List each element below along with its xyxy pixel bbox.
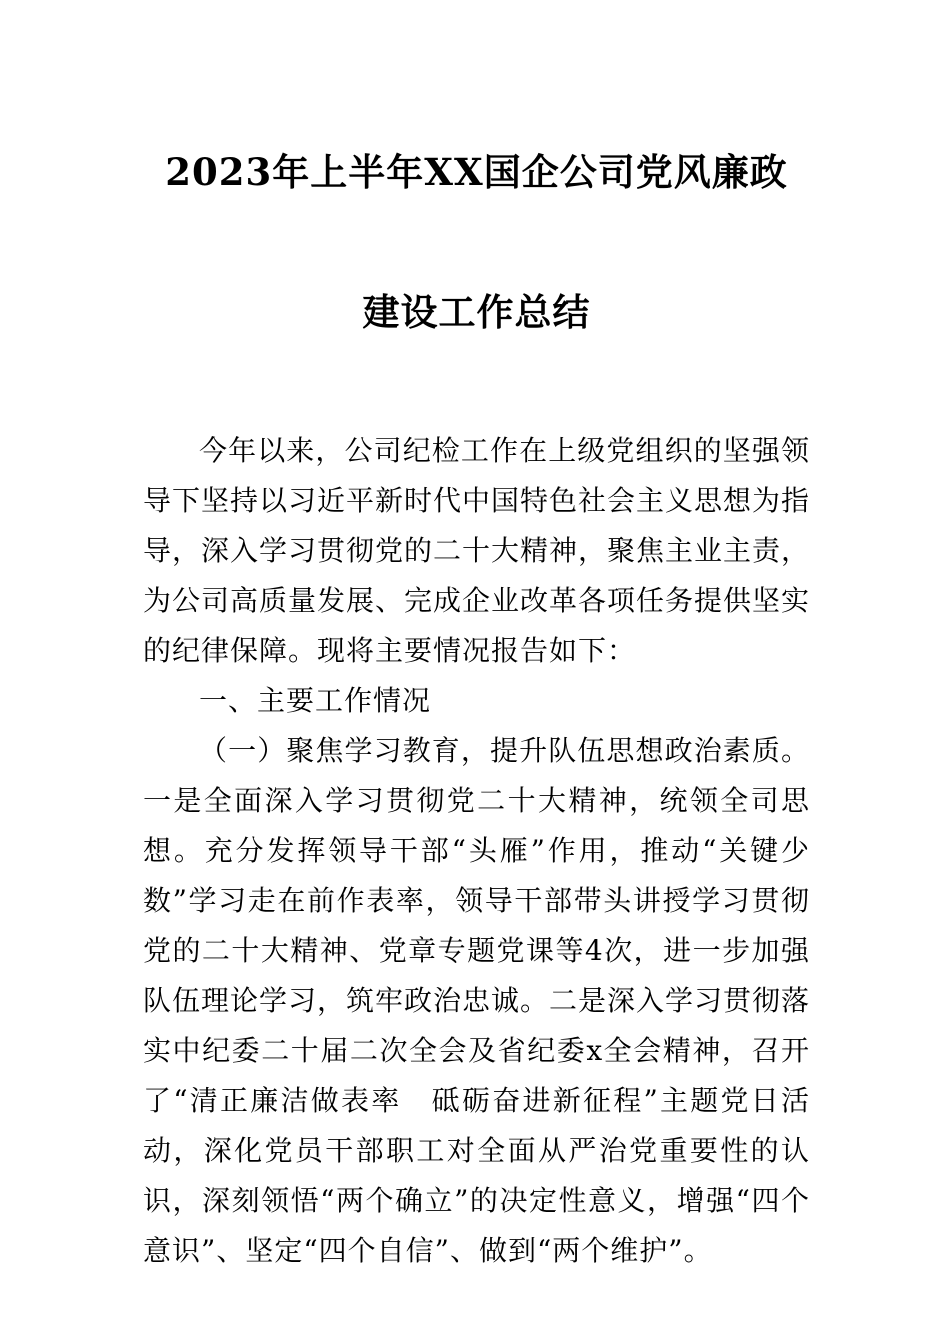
document-title-line1: 2023年上半年XX国企公司党风廉政 — [165, 150, 788, 194]
document-body — [143, 426, 810, 1276]
paragraph-intro: 今年以来，公司纪检工作在上级党组织的坚强领导下坚持以习近平新时代中国特色社会主义思想为指导，深入学习贯彻党的二十大精神，聚焦主业主责，为公司高质量发展、完成企业改革各项任务提供坚实的纪律保障。现将主要情况报告如下： — [143, 434, 811, 667]
paragraph-section-one-content: （一）聚焦学习教育，提升队伍思想政治素质。一是全面深入学习贯彻党二十大精神，统领全司思想。充分发挥领导干部“头雁”作用，推动“关键少数”学习走在前作表率，领导干部带头讲授学习贯彻党的二十大精神、党章专题党课等4次，进一步加强队伍理论学习，筑牢政治忠诚。二是深入学习贯彻落实中纪委二十届二次全会及省纪委x全会精神，召开了“清正廉洁做表率 砥砺奋进新征程”主题党日活动，深化党员干部职工对全面从严治党重要性的认识，深刻领悟“两个确立”的决定性意义，增强“四个意识”、坚定“四个自信”、做到“两个维护”。 — [143, 734, 811, 1267]
paragraph-section-heading: 一、主要工作情况 — [199, 684, 432, 717]
document-title-line2: 建设工作总结 — [362, 290, 591, 334]
